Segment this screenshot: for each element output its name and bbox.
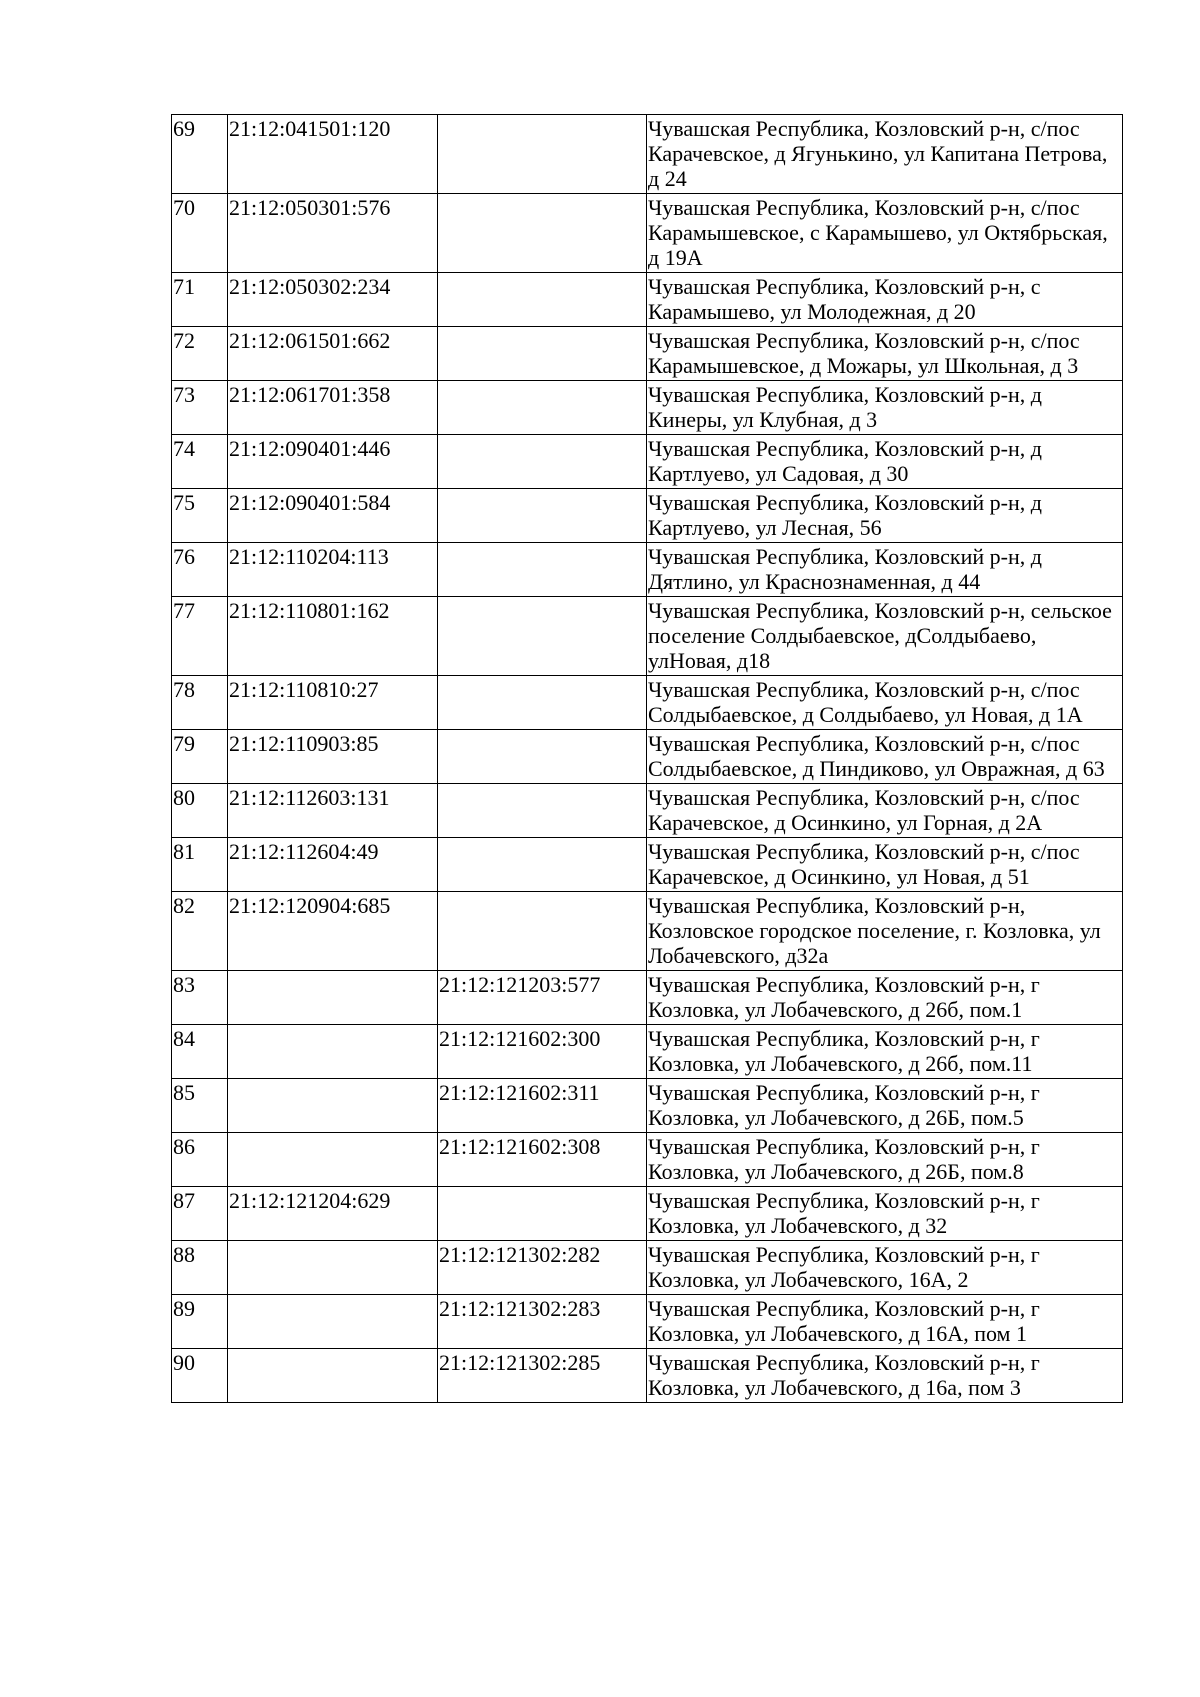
- row-number-text: 81: [173, 839, 195, 864]
- row-number: [172, 597, 228, 676]
- cadastral-number-cell-text: 21:12:112604:49: [229, 839, 379, 864]
- room-cadastral-number-cell-text: 21:12:121203:577: [439, 972, 601, 997]
- table-row: [172, 597, 1123, 676]
- cadastral-number-cell: [228, 784, 438, 838]
- row-number-text: 82: [173, 893, 195, 918]
- cadastral-number-cell: [228, 730, 438, 784]
- row-number: [172, 1079, 228, 1133]
- cadastral-number-cell-text: 21:12:050302:234: [229, 274, 391, 299]
- table-row: [172, 971, 1123, 1025]
- row-number: [172, 676, 228, 730]
- cadastral-number-cell: [228, 676, 438, 730]
- room-cadastral-number-cell: [438, 971, 647, 1025]
- table-row: [172, 1349, 1123, 1403]
- row-number-text: 88: [173, 1242, 195, 1267]
- property-table: [171, 114, 1123, 1403]
- cadastral-number-cell: [228, 273, 438, 327]
- address-cell: [647, 1241, 1123, 1295]
- cadastral-number-cell: [228, 1133, 438, 1187]
- row-number-text: 73: [173, 382, 195, 407]
- row-number-text: 71: [173, 274, 195, 299]
- address-cell: [647, 273, 1123, 327]
- address-cell: [647, 1349, 1123, 1403]
- cadastral-number-cell-text: 21:12:110810:27: [229, 677, 379, 702]
- address-cell: [647, 838, 1123, 892]
- cadastral-number-cell-text: 21:12:090401:584: [229, 490, 391, 515]
- room-cadastral-number-cell: [438, 1349, 647, 1403]
- room-cadastral-number-cell-text: 21:12:121302:285: [439, 1350, 601, 1375]
- table-row: [172, 1241, 1123, 1295]
- row-number-text: 89: [173, 1296, 195, 1321]
- address-cell: [647, 1025, 1123, 1079]
- room-cadastral-number-cell: [438, 1295, 647, 1349]
- cadastral-number-cell-text: 21:12:090401:446: [229, 436, 391, 461]
- address-cell: [647, 892, 1123, 971]
- address-cell-text: Чувашская Республика, Козловский р-н, д Дятлино, ул Краснознаменная, д 44: [648, 544, 1042, 594]
- room-cadastral-number-cell: [438, 1079, 647, 1133]
- row-number-text: 87: [173, 1188, 195, 1213]
- cadastral-number-cell: [228, 838, 438, 892]
- cadastral-number-cell-text: 21:12:110204:113: [229, 544, 389, 569]
- address-cell-text: Чувашская Республика, Козловский р-н, с Карамышево, ул Молодежная, д 20: [648, 274, 1041, 324]
- table-row: [172, 730, 1123, 784]
- cadastral-number-cell-text: 21:12:061501:662: [229, 328, 391, 353]
- address-cell-text: Чувашская Республика, Козловский р-н, г Козловка, ул Лобачевского, д 26б, пом.11: [648, 1026, 1040, 1076]
- table-row: [172, 1079, 1123, 1133]
- room-cadastral-number-cell: [438, 381, 647, 435]
- row-number: [172, 489, 228, 543]
- table-row: [172, 273, 1123, 327]
- room-cadastral-number-cell: [438, 489, 647, 543]
- room-cadastral-number-cell: [438, 730, 647, 784]
- address-cell-text: Чувашская Республика, Козловский р-н, с/пос Карачевское, д Ягунькино, ул Капитана Петрова, д 24: [648, 116, 1108, 191]
- address-cell-text: Чувашская Республика, Козловский р-н, сельское поселение Солдыбаевское, дСолдыбаево, улНовая, д18: [648, 598, 1112, 673]
- row-number-text: 77: [173, 598, 195, 623]
- table-row: [172, 435, 1123, 489]
- cadastral-number-cell: [228, 381, 438, 435]
- row-number: [172, 838, 228, 892]
- cadastral-number-cell-text: 21:12:120904:685: [229, 893, 391, 918]
- row-number: [172, 1295, 228, 1349]
- row-number-text: 74: [173, 436, 195, 461]
- cadastral-number-cell: [228, 435, 438, 489]
- table-row: [172, 1295, 1123, 1349]
- address-cell-text: Чувашская Республика, Козловский р-н, с/пос Карамышевское, д Можары, ул Школьная, д 3: [648, 328, 1080, 378]
- address-cell: [647, 784, 1123, 838]
- table-row: [172, 1187, 1123, 1241]
- room-cadastral-number-cell: [438, 543, 647, 597]
- address-cell: [647, 971, 1123, 1025]
- address-cell: [647, 730, 1123, 784]
- row-number-text: 90: [173, 1350, 195, 1375]
- address-cell: [647, 115, 1123, 194]
- row-number: [172, 1241, 228, 1295]
- address-cell: [647, 1187, 1123, 1241]
- cadastral-number-cell: [228, 1079, 438, 1133]
- table-row: [172, 892, 1123, 971]
- room-cadastral-number-cell: [438, 676, 647, 730]
- row-number: [172, 543, 228, 597]
- address-cell: [647, 1079, 1123, 1133]
- row-number: [172, 1349, 228, 1403]
- table-row: [172, 115, 1123, 194]
- cadastral-number-cell: [228, 327, 438, 381]
- address-cell: [647, 1133, 1123, 1187]
- row-number: [172, 1187, 228, 1241]
- address-cell-text: Чувашская Республика, Козловский р-н, с/пос Солдыбаевское, д Пиндиково, ул Овражная, д 63: [648, 731, 1105, 781]
- row-number-text: 79: [173, 731, 195, 756]
- row-number: [172, 971, 228, 1025]
- row-number: [172, 115, 228, 194]
- room-cadastral-number-cell-text: 21:12:121602:311: [439, 1080, 600, 1105]
- room-cadastral-number-cell: [438, 1025, 647, 1079]
- row-number: [172, 784, 228, 838]
- room-cadastral-number-cell: [438, 1187, 647, 1241]
- address-cell-text: Чувашская Республика, Козловский р-н, д Кинеры, ул Клубная, д 3: [648, 382, 1042, 432]
- table-row: [172, 327, 1123, 381]
- row-number: [172, 1133, 228, 1187]
- cadastral-number-cell-text: 21:12:061701:358: [229, 382, 391, 407]
- address-cell-text: Чувашская Республика, Козловский р-н, с/пос Солдыбаевское, д Солдыбаево, ул Новая, д 1А: [648, 677, 1083, 727]
- row-number: [172, 730, 228, 784]
- address-cell-text: Чувашская Республика, Козловский р-н, с/пос Карамышевское, с Карамышево, ул Октябрьская, д 19А: [648, 195, 1108, 270]
- cadastral-number-cell: [228, 1349, 438, 1403]
- address-cell-text: Чувашская Республика, Козловский р-н, г Козловка, ул Лобачевского, д 26Б, пом.8: [648, 1134, 1040, 1184]
- row-number: [172, 381, 228, 435]
- cadastral-number-cell-text: 21:12:112603:131: [229, 785, 390, 810]
- table-row: [172, 838, 1123, 892]
- address-cell-text: Чувашская Республика, Козловский р-н, д Картлуево, ул Лесная, 56: [648, 490, 1042, 540]
- room-cadastral-number-cell: [438, 838, 647, 892]
- address-cell: [647, 327, 1123, 381]
- row-number-text: 69: [173, 116, 195, 141]
- cadastral-number-cell: [228, 489, 438, 543]
- room-cadastral-number-cell: [438, 194, 647, 273]
- row-number-text: 72: [173, 328, 195, 353]
- row-number-text: 86: [173, 1134, 195, 1159]
- address-cell: [647, 435, 1123, 489]
- room-cadastral-number-cell: [438, 115, 647, 194]
- address-cell-text: Чувашская Республика, Козловский р-н, с/пос Карачевское, д Осинкино, ул Горная, д 2А: [648, 785, 1080, 835]
- table-row: [172, 784, 1123, 838]
- cadastral-number-cell: [228, 1187, 438, 1241]
- room-cadastral-number-cell-text: 21:12:121302:282: [439, 1242, 601, 1267]
- row-number: [172, 435, 228, 489]
- cadastral-number-cell: [228, 1295, 438, 1349]
- cadastral-number-cell: [228, 892, 438, 971]
- row-number: [172, 327, 228, 381]
- row-number-text: 75: [173, 490, 195, 515]
- table-row: [172, 194, 1123, 273]
- row-number-text: 78: [173, 677, 195, 702]
- row-number-text: 83: [173, 972, 195, 997]
- room-cadastral-number-cell-text: 21:12:121602:300: [439, 1026, 601, 1051]
- address-cell-text: Чувашская Республика, Козловский р-н, д Картлуево, ул Садовая, д 30: [648, 436, 1042, 486]
- cadastral-number-cell: [228, 1241, 438, 1295]
- row-number: [172, 892, 228, 971]
- room-cadastral-number-cell: [438, 273, 647, 327]
- cadastral-number-cell-text: 21:12:110903:85: [229, 731, 379, 756]
- table-row: [172, 381, 1123, 435]
- address-cell: [647, 381, 1123, 435]
- address-cell: [647, 676, 1123, 730]
- row-number-text: 84: [173, 1026, 195, 1051]
- cadastral-number-cell-text: 21:12:041501:120: [229, 116, 391, 141]
- address-cell-text: Чувашская Республика, Козловский р-н, г Козловка, ул Лобачевского, д 32: [648, 1188, 1040, 1238]
- room-cadastral-number-cell: [438, 435, 647, 489]
- address-cell-text: Чувашская Республика, Козловский р-н, г Козловка, ул Лобачевского, д 16а, пом 3: [648, 1350, 1040, 1400]
- cadastral-number-cell-text: 21:12:050301:576: [229, 195, 391, 220]
- cadastral-number-cell-text: 21:12:110801:162: [229, 598, 390, 623]
- address-cell-text: Чувашская Республика, Козловский р-н, г Козловка, ул Лобачевского, д 26б, пом.1: [648, 972, 1040, 1022]
- table-body: [172, 115, 1123, 1403]
- row-number-text: 85: [173, 1080, 195, 1105]
- room-cadastral-number-cell: [438, 597, 647, 676]
- cadastral-number-cell: [228, 115, 438, 194]
- row-number: [172, 194, 228, 273]
- address-cell-text: Чувашская Республика, Козловский р-н, г Козловка, ул Лобачевского, д 16А, пом 1: [648, 1296, 1040, 1346]
- room-cadastral-number-cell: [438, 892, 647, 971]
- cadastral-number-cell: [228, 971, 438, 1025]
- room-cadastral-number-cell: [438, 784, 647, 838]
- room-cadastral-number-cell-text: 21:12:121302:283: [439, 1296, 601, 1321]
- address-cell: [647, 489, 1123, 543]
- address-cell: [647, 597, 1123, 676]
- room-cadastral-number-cell: [438, 1241, 647, 1295]
- cadastral-number-cell-text: 21:12:121204:629: [229, 1188, 391, 1213]
- address-cell: [647, 1295, 1123, 1349]
- row-number: [172, 1025, 228, 1079]
- row-number-text: 80: [173, 785, 195, 810]
- room-cadastral-number-cell-text: 21:12:121602:308: [439, 1134, 601, 1159]
- address-cell: [647, 543, 1123, 597]
- address-cell-text: Чувашская Республика, Козловский р-н, г Козловка, ул Лобачевского, 16А, 2: [648, 1242, 1040, 1292]
- room-cadastral-number-cell: [438, 327, 647, 381]
- row-number-text: 70: [173, 195, 195, 220]
- room-cadastral-number-cell: [438, 1133, 647, 1187]
- address-cell-text: Чувашская Республика, Козловский р-н, г Козловка, ул Лобачевского, д 26Б, пом.5: [648, 1080, 1040, 1130]
- address-cell-text: Чувашская Республика, Козловский р-н, с/пос Карачевское, д Осинкино, ул Новая, д 51: [648, 839, 1080, 889]
- address-cell-text: Чувашская Республика, Козловский р-н, Козловское городское поселение, г. Козловка, ул Лобачевского, д32а: [648, 893, 1101, 968]
- cadastral-number-cell: [228, 597, 438, 676]
- row-number: [172, 273, 228, 327]
- table-row: [172, 1025, 1123, 1079]
- row-number-text: 76: [173, 544, 195, 569]
- cadastral-number-cell: [228, 543, 438, 597]
- table-row: [172, 543, 1123, 597]
- table-row: [172, 489, 1123, 543]
- cadastral-number-cell: [228, 194, 438, 273]
- table-row: [172, 676, 1123, 730]
- cadastral-number-cell: [228, 1025, 438, 1079]
- table-row: [172, 1133, 1123, 1187]
- address-cell: [647, 194, 1123, 273]
